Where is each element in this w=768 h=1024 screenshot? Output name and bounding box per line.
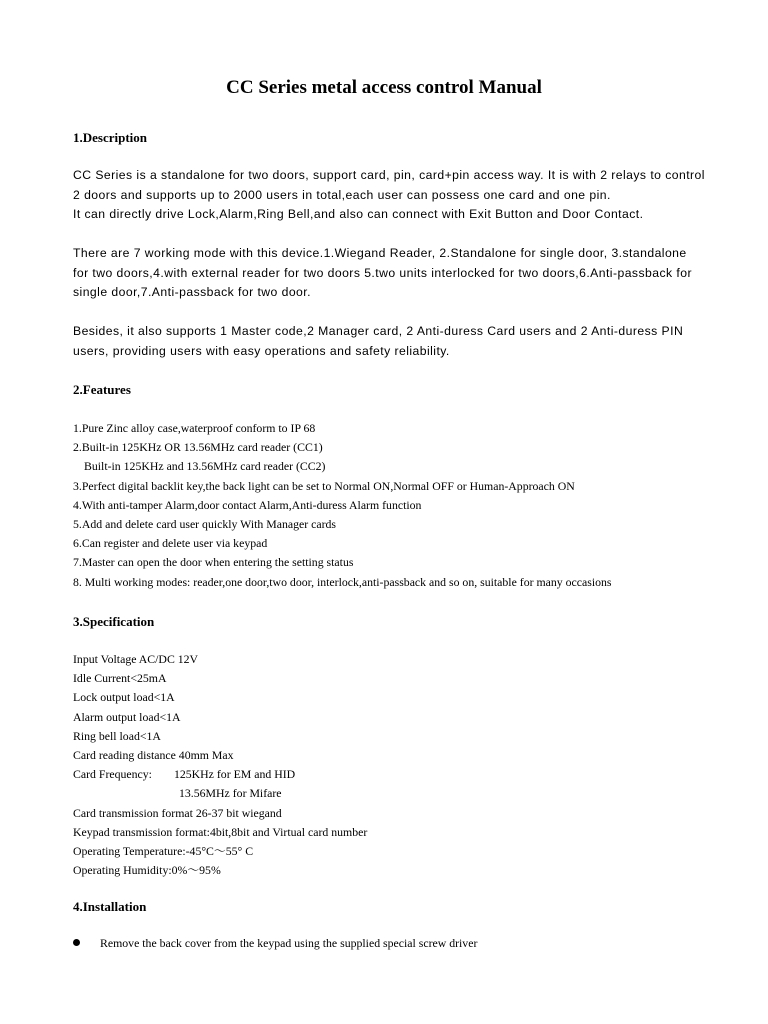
feature-item: 2.Built-in 125KHz OR 13.56MHz card reader (CC1) <box>73 440 323 455</box>
text-line: There are 7 working mode with this device.1.Wiegand Reader, 2.Standalone for single door, 3.standalone <box>73 246 687 260</box>
description-paragraph-2 <box>73 244 703 303</box>
feature-item: 8. Multi working modes: reader,one door,two door, interlock,anti-passback and so on, suitable for many occasions <box>73 574 612 589</box>
feature-item: 1.Pure Zinc alloy case,waterproof conform to IP 68 <box>73 421 316 435</box>
feature-item: Built-in 125KHz and 13.56MHz card reader (CC2) <box>84 459 326 474</box>
features-heading: 2.Features <box>73 382 131 397</box>
feature-item: 5.Add and delete card user quickly With Manager cards <box>73 516 337 531</box>
description-heading: 1.Description <box>73 130 148 145</box>
spec-item: Operating Humidity:0%～95% <box>73 863 221 878</box>
text-line: It can directly drive Lock,Alarm,Ring Bell,and also can connect with Exit Button and Door Contact. <box>73 207 644 221</box>
spec-item: Ring bell load<1A <box>73 728 161 743</box>
text-line: 2 doors and supports up to 2000 users in total,each user can possess one card and one pin. <box>73 187 611 202</box>
text-line: CC Series is a standalone for two doors, support card, pin, card+pin access way. It is with 2 relays to control <box>73 168 705 182</box>
specification-heading: 3.Specification <box>73 614 155 629</box>
bullet-icon <box>73 939 80 946</box>
text-line: single door,7.Anti-passback for two door. <box>73 285 311 299</box>
spec-item: Lock output load<1A <box>73 690 175 705</box>
spec-item: Input Voltage AC/DC 12V <box>73 652 199 666</box>
spec-item: Idle Current<25mA <box>73 671 167 686</box>
card-frequency-value-2: 13.56MHz for Mifare <box>179 786 282 801</box>
feature-item: 4.With anti-tamper Alarm,door contact Alarm,Anti-duress Alarm function <box>73 497 422 512</box>
feature-item: 7.Master can open the door when entering the setting status <box>73 555 354 570</box>
description-paragraph-1 <box>73 166 703 225</box>
feature-item: 3.Perfect digital backlit key,the back light can be set to Normal ON,Normal OFF or Human-Approach ON <box>73 478 575 493</box>
features-list <box>73 419 612 592</box>
specification-list <box>73 650 367 880</box>
document-title: CC Series metal access control Manual <box>226 77 542 98</box>
spec-item: Card transmission format 26-37 bit wiegand <box>73 805 282 820</box>
feature-item: 6.Can register and delete user via keypad <box>73 536 268 551</box>
installation-heading: 4.Installation <box>73 899 147 914</box>
spec-item: Alarm output load<1A <box>73 709 181 724</box>
text-line: for two doors,4.with external reader for two doors 5.two units interlocked for two doors,6.Anti-passback for <box>73 265 692 280</box>
spec-item: Operating Temperature:-45°C～55° C <box>73 843 254 858</box>
installation-step-1 <box>73 934 477 953</box>
spec-item: Card reading distance 40mm Max <box>73 747 234 762</box>
text-line: users, providing users with easy operations and safety reliability. <box>73 343 450 358</box>
spec-item-card-frequency <box>73 765 367 784</box>
text-line: Besides, it also supports 1 Master code,2 Manager card, 2 Anti-duress Card users and 2 Anti-duress PIN <box>73 324 684 338</box>
description-paragraph-3 <box>73 322 703 361</box>
installation-step-text: Remove the back cover from the keypad using the supplied special screw driver <box>100 936 478 950</box>
spec-item: Keypad transmission format:4bit,8bit and Virtual card number <box>73 824 368 839</box>
card-frequency-label: Card Frequency: <box>73 767 152 782</box>
card-frequency-value-1: 125KHz for EM and HID <box>173 767 296 782</box>
